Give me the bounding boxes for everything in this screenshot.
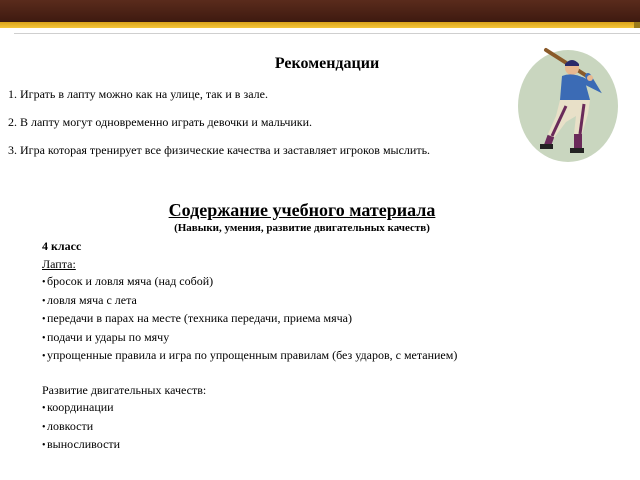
baseball-batter-icon <box>510 42 622 164</box>
recommendations-title: Рекомендации <box>274 55 380 72</box>
content-title: Содержание учебного материала <box>168 200 436 220</box>
list-item: •выносливости <box>42 436 602 455</box>
bullet-dot: • <box>42 332 46 344</box>
sock-shape <box>574 134 582 150</box>
bullet-dot: • <box>42 314 46 325</box>
bullet-dot: • <box>42 295 46 307</box>
recommendation-item: 1. Играть в лапту можно как на улице, так и в зале. <box>8 87 268 101</box>
header-accent-stripe <box>0 22 640 28</box>
list-item: •передачи в парах на месте (техника передачи, приема мяча) <box>42 310 602 329</box>
bullet-dot: • <box>42 421 46 433</box>
recommendation-item: 2. В лапту могут одновременно играть девочки и мальчики. <box>8 115 313 129</box>
development-title: Развитие двигательных качеств: <box>42 382 207 397</box>
content-subtitle: (Навыки, умения, развитие двигательных качеств) <box>174 222 430 234</box>
grade-label: 4 класс <box>42 239 82 253</box>
header-bar <box>0 0 640 22</box>
bullet-dot: • <box>42 440 46 451</box>
list-item: •подачи и удары по мячу <box>42 329 602 348</box>
list-item: •бросок и ловля мяча (над собой) <box>42 273 602 292</box>
recommendation-item: 3. Игра которая тренирует все физические качества и заставляет игроков мыслить. <box>8 143 431 157</box>
list-item: •координации <box>42 399 602 418</box>
topic-label: Лапта: <box>42 256 76 271</box>
shoe-shape <box>570 148 584 153</box>
content-body <box>42 238 602 455</box>
list-item: •ловкости <box>42 418 602 437</box>
bullet-dot: • <box>42 277 46 288</box>
bullet-dot: • <box>42 351 46 362</box>
header-divider <box>14 33 640 34</box>
list-item: •ловля мяча с лета <box>42 292 602 311</box>
shoe-shape <box>540 144 553 149</box>
list-item: •упрощенные правила и игра по упрощенным правилам (без ударов, с метанием) <box>42 347 602 366</box>
hand-shape <box>587 75 593 81</box>
bullet-dot: • <box>42 403 46 414</box>
spacer <box>42 366 602 382</box>
